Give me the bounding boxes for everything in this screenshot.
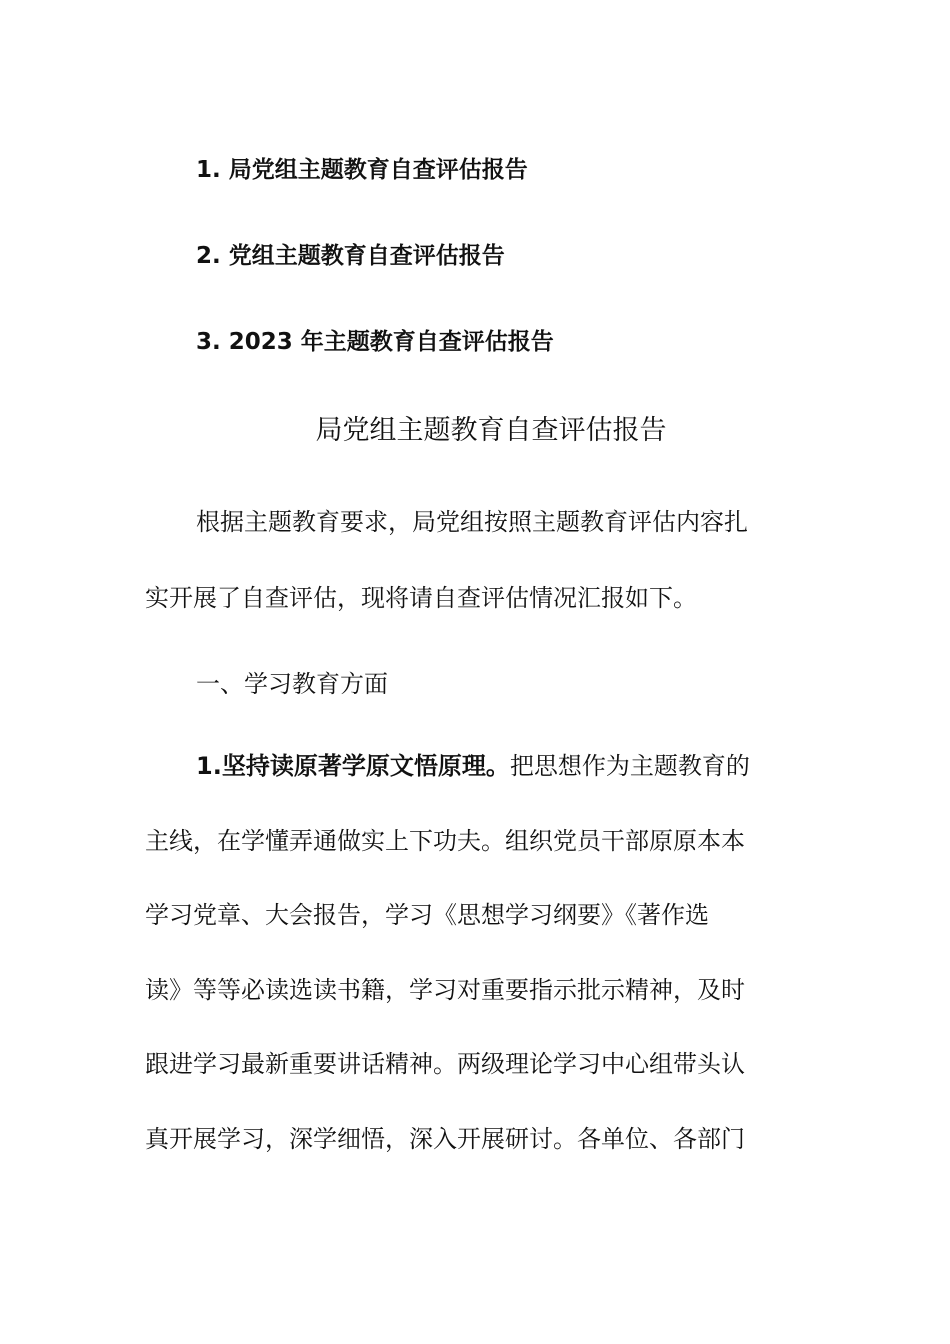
intro-line-1: 根据主题教育要求，局党组按照主题教育评估内容扎 xyxy=(196,508,748,536)
toc-item-1: 1. 局党组主题教育自查评估报告 xyxy=(196,157,528,183)
point-1-line-4: 读》等等必读选读书籍，学习对重要指示批示精神，及时 xyxy=(145,976,745,1004)
toc-item-2: 2. 党组主题教育自查评估报告 xyxy=(196,243,505,269)
section-heading-study: 一、学习教育方面 xyxy=(196,670,388,698)
point-1-first-line-rest: 把思想作为主题教育的 xyxy=(509,752,750,780)
intro-line-2: 实开展了自查评估，现将请自查评估情况汇报如下。 xyxy=(145,584,697,612)
toc-item-3: 3. 2023 年主题教育自查评估报告 xyxy=(196,329,554,355)
point-1-line-5: 跟进学习最新重要讲话精神。两级理论学习中心组带头认 xyxy=(145,1050,745,1078)
point-1-line-3: 学习党章、大会报告，学习《思想学习纲要》《著作选 xyxy=(145,901,709,929)
point-1-first-line xyxy=(196,750,750,782)
point-1-line-6: 真开展学习，深学细悟，深入开展研讨。各单位、各部门 xyxy=(145,1125,745,1153)
document-title: 局党组主题教育自查评估报告 xyxy=(315,415,667,446)
point-1-lead: 1.坚持读原著学原文悟原理。 xyxy=(196,752,510,780)
point-1-line-2: 主线，在学懂弄通做实上下功夫。组织党员干部原原本本 xyxy=(145,827,745,855)
